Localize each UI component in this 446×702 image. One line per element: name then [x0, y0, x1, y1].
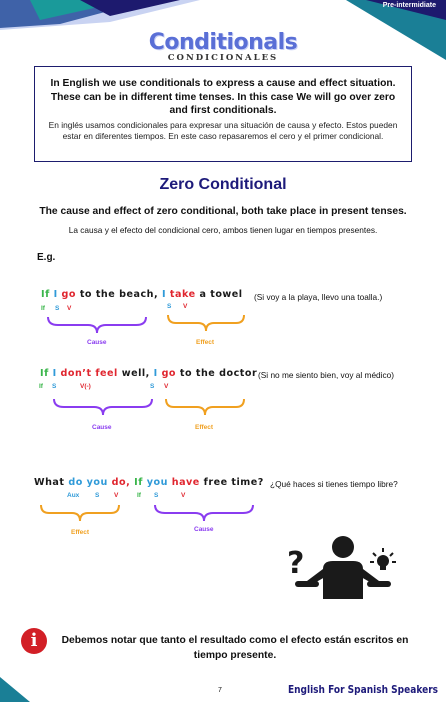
section-title: Zero Conditional [159, 176, 287, 193]
lead-english: The cause and effect of zero conditional, both take place in present tenses. [39, 206, 407, 217]
tag-if: If [41, 305, 45, 312]
word-subject: you [86, 477, 108, 488]
example-3-translation: ¿Qué haces si tienes tiempo libre? [270, 479, 398, 489]
lead-spanish: La causa y el efecto del condicional cero, ambos tienen lugar en tiempos presentes. [68, 225, 378, 235]
eg-label: E.g. [37, 252, 56, 263]
page-title [0, 30, 446, 63]
word-rest: to the beach, [79, 289, 159, 300]
word-aux: do [68, 477, 83, 488]
note-text: Debemos notar que tanto el resultado como el efecto están escritos en tiempo presente. [61, 635, 409, 661]
example-2-sentence [40, 368, 257, 379]
intro-english: In English we use conditionals to express a cause and effect situation. These can be in different time tenses. In this case We will go over zero and first conditionals. [50, 78, 396, 116]
tag-v: V [114, 492, 119, 499]
effect-brace [39, 503, 121, 525]
tag-v: V [183, 303, 188, 310]
example-1-translation: (Si voy a la playa, llevo una toalla.) [254, 292, 383, 302]
word-if: If [40, 368, 49, 379]
thinking-person-icon [285, 533, 401, 599]
effect-brace [166, 313, 246, 335]
tag-s: S [95, 492, 100, 499]
title-sub: CONDICIONALES [167, 53, 279, 63]
word-rest: free time? [203, 477, 264, 488]
cause-label: Cause [92, 424, 112, 431]
example-1-sentence [41, 289, 243, 300]
word-rest: to the doctor [179, 368, 258, 379]
tag-v: V [181, 492, 186, 499]
tag-s: S [167, 303, 172, 310]
word-verb: take [169, 289, 196, 300]
cause-brace [153, 503, 255, 525]
tag-v: V [164, 383, 169, 390]
word-subject: I [153, 368, 158, 379]
level-label: Pre-intermidiate [382, 2, 436, 9]
example-2-translation: (Si no me siento bien, voy al médico) [258, 370, 395, 380]
tag-s: S [55, 305, 60, 312]
word-rest: well, [121, 368, 150, 379]
word-what: What [34, 477, 65, 488]
word-subject: I [161, 289, 167, 300]
tag-s: S [154, 492, 159, 499]
effect-brace [164, 397, 246, 419]
top-left-decoration [0, 0, 200, 30]
info-icon: i [21, 628, 47, 654]
cause-brace [52, 397, 154, 419]
word-rest: a towel [199, 289, 243, 300]
footer-brand: English For Spanish Speakers [287, 683, 438, 696]
word-subject: you [146, 477, 168, 488]
tag-aux: Aux [67, 492, 80, 499]
intro-box [34, 66, 412, 162]
effect-label: Effect [195, 424, 214, 431]
tag-s: S [52, 383, 57, 390]
cause-label: Cause [194, 526, 214, 533]
word-verb: have [171, 477, 200, 488]
cause-label: Cause [87, 339, 107, 346]
word-verb: don’t feel [60, 368, 118, 379]
effect-label: Effect [71, 529, 90, 536]
intro-spanish: En inglés usamos condicionales para expresar una situación de causa y efecto. Estos pueden estar en diferentes tiempos. En este caso repasaremos el cero y el primer condicional. [48, 119, 398, 141]
word-verb: go [161, 368, 177, 379]
word-if: If [41, 289, 50, 300]
word-subject: I [53, 289, 58, 300]
effect-label: Effect [196, 339, 215, 346]
tag-v-negative: V(-) [80, 383, 91, 390]
svg-text:?: ? [287, 546, 305, 581]
word-subject: I [52, 368, 57, 379]
example-3-sentence [34, 477, 264, 488]
title-main: Conditionals [148, 30, 298, 55]
tag-if: If [39, 383, 43, 390]
tag-s: S [150, 383, 155, 390]
cause-brace [46, 315, 148, 337]
tag-v: V [67, 305, 72, 312]
word-if: If [134, 477, 143, 488]
bottom-left-decoration [0, 677, 30, 702]
word-verb: go [61, 289, 76, 300]
page-number: 7 [218, 687, 222, 694]
tag-if: If [137, 492, 141, 499]
word-verb: do, [111, 477, 131, 488]
